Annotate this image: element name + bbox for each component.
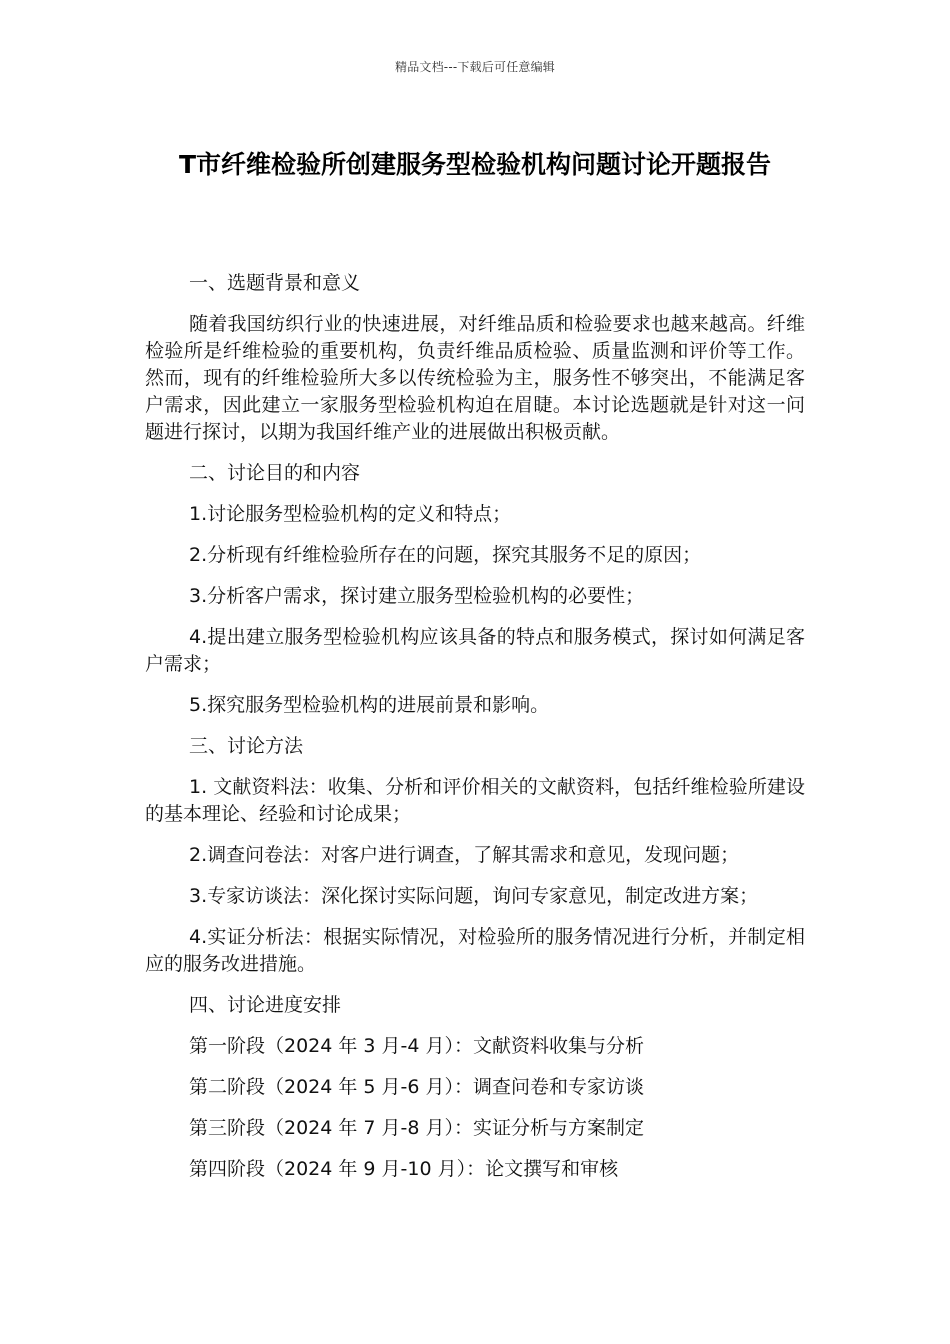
schedule-item: 第二阶段（2024 年 5 月-6 月）：调查问卷和专家访谈 [189, 1076, 645, 1098]
section-heading: 四、讨论进度安排 [189, 994, 342, 1016]
list-item: 5.探究服务型检验机构的进展前景和影响。 [189, 694, 550, 716]
section-heading: 二、讨论目的和内容 [189, 462, 361, 484]
list-item: 1. 文献资料法：收集、分析和评价相关的文献资料，包括纤维检验所建设的基本理论、经验和讨论成果； [145, 776, 805, 825]
section-heading: 一、选题背景和意义 [189, 272, 361, 294]
list-item: 4.实证分析法：根据实际情况，对检验所的服务情况进行分析，并制定相应的服务改进措施。 [145, 926, 805, 975]
list-item: 1.讨论服务型检验机构的定义和特点； [189, 503, 512, 525]
section-heading: 三、讨论方法 [189, 735, 304, 757]
header-note: 精品文档---下载后可任意编辑 [395, 60, 555, 74]
list-item: 3.分析客户需求，探讨建立服务型检验机构的必要性； [189, 585, 645, 607]
schedule-item: 第三阶段（2024 年 7 月-8 月）：实证分析与方案制定 [189, 1117, 645, 1139]
list-item: 4.提出建立服务型检验机构应该具备的特点和服务模式，探讨如何满足客户需求； [145, 626, 805, 675]
schedule-item: 第四阶段（2024 年 9 月-10 月）：论文撰写和审核 [189, 1158, 619, 1180]
list-item: 2.调查问卷法：对客户进行调查，了解其需求和意见，发现问题； [189, 844, 740, 866]
body-paragraph: 随着我国纺织行业的快速进展，对纤维品质和检验要求也越来越高。纤维检验所是纤维检验的重要机构，负责纤维品质检验、质量监测和评价等工作。然而，现有的纤维检验所大多以传统检验为主，服务性不够突出，不能满足客户需求，因此建立一家服务型检验机构迫在眉睫。本讨论选题就是针对这一问题进行探讨，以期为我国纤维产业的进展做出积极贡献。 [145, 313, 805, 443]
document-title: T市纤维检验所创建服务型检验机构问题讨论开题报告 [178, 150, 772, 179]
list-item: 2.分析现有纤维检验所存在的问题，探究其服务不足的原因； [189, 544, 702, 566]
document-body [145, 270, 805, 1197]
schedule-item: 第一阶段（2024 年 3 月-4 月）：文献资料收集与分析 [189, 1035, 645, 1057]
list-item: 3.专家访谈法：深化探讨实际问题，询问专家意见，制定改进方案； [189, 885, 759, 907]
